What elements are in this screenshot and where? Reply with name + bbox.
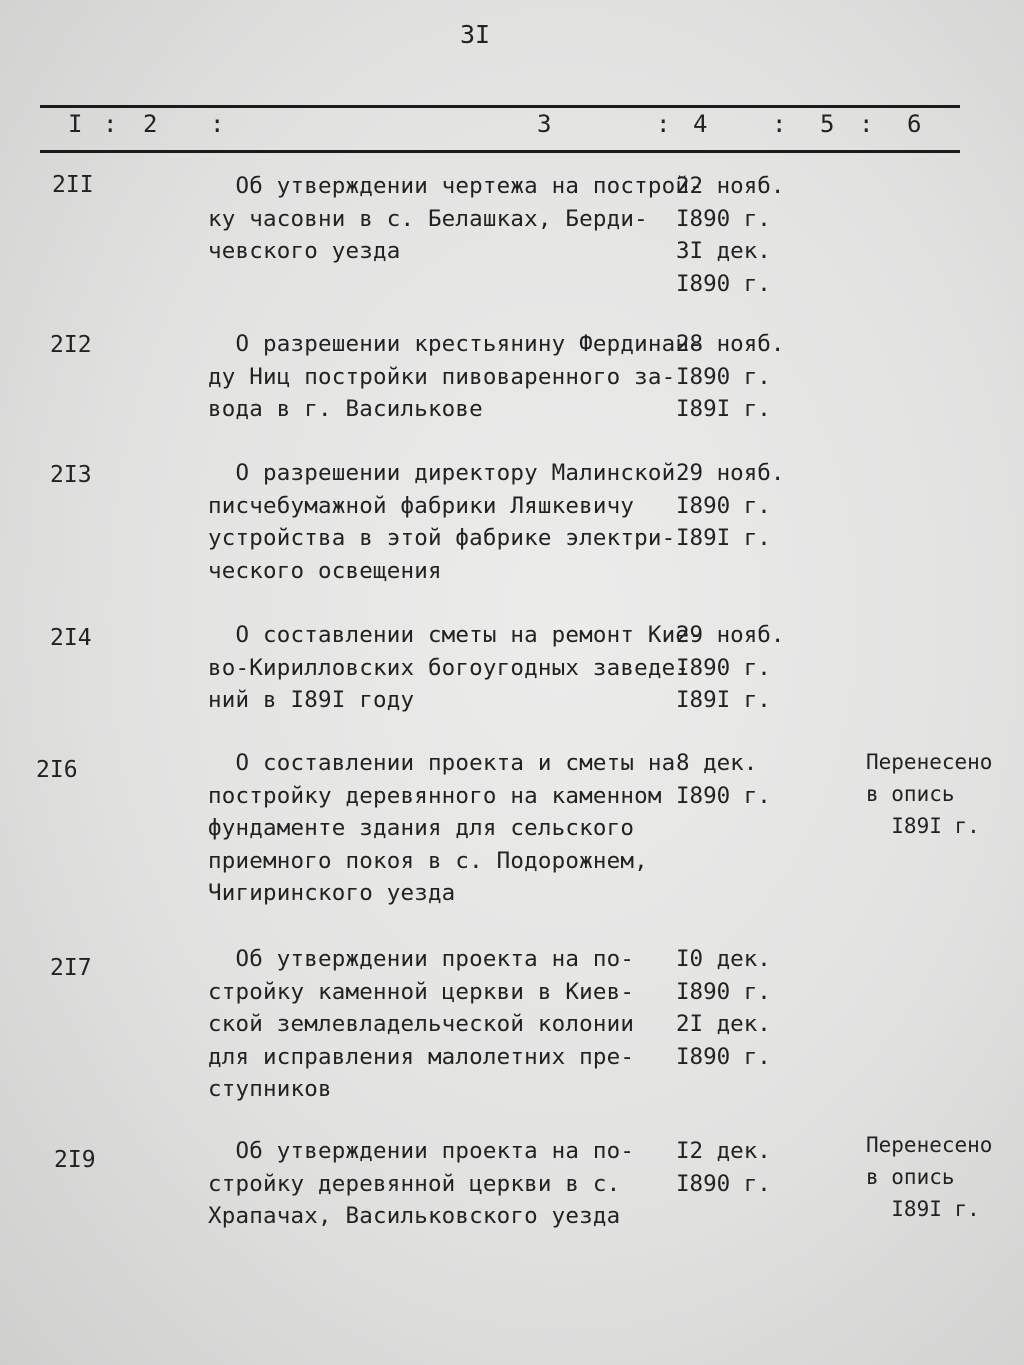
header-separator: : <box>210 110 225 138</box>
record-note: Перенесено в опись I89I г. <box>866 750 993 838</box>
record-number: 2I7 <box>50 955 92 981</box>
header-col-6: 6 <box>907 110 922 138</box>
header-top-rule <box>40 105 960 108</box>
record-dates: 29 нояб. I890 г. I89I г. <box>676 460 785 551</box>
header-col-1: I <box>68 110 83 138</box>
record-dates: I2 дек. I890 г. <box>676 1138 771 1197</box>
record-number: 2I4 <box>50 625 92 651</box>
record-title: Об утверждении проекта на по- стройку каменной церкви в Киев- ской землевладельческой колонии для исправления малолетних пре- ступников <box>208 946 635 1102</box>
record-dates: 22 нояб. I890 г. 3I дек. I890 г. <box>676 173 785 297</box>
record-title: Об утверждении проекта на по- стройку деревянной церкви в с. Храпачах, Васильковского уезда <box>208 1138 635 1229</box>
record-note: Перенесено в опись I89I г. <box>866 1133 993 1221</box>
header-separator: : <box>656 110 671 138</box>
header-bottom-rule <box>40 150 960 153</box>
header-col-2: 2 <box>143 110 158 138</box>
record-title: О составлении проекта и сметы на постройку деревянного на каменном фундаменте здания для сельского приемного покоя в с. Подорожнем, Чигиринского уезда <box>208 750 676 906</box>
record-dates: I0 дек. I890 г. 2I дек. I890 г. <box>676 946 771 1070</box>
record-dates: 8 дек. I890 г. <box>676 750 771 809</box>
record-title: Об утверждении чертежа на построй- ку часовни в с. Белашках, Берди- чевского уезда <box>208 173 703 264</box>
record-dates: 29 нояб. I890 г. I89I г. <box>676 622 785 713</box>
record-title: О разрешении директору Малинской писчебумажной фабрики Ляшкевичу устройства в этой фабрике электри- ческого освещения <box>208 460 676 584</box>
record-number: 2I2 <box>50 332 92 358</box>
header-col-3: 3 <box>537 110 552 138</box>
record-title: О составлении сметы на ремонт Кие- во-Кирилловских богоугодных заведе- ний в I89I году <box>208 622 703 713</box>
record-number: 2I6 <box>36 757 78 783</box>
record-number: 2II <box>52 172 94 198</box>
header-separator: : <box>859 110 874 138</box>
record-dates: 28 нояб. I890 г. I89I г. <box>676 331 785 422</box>
page-number: 3I <box>460 20 491 49</box>
header-separator: : <box>103 110 118 138</box>
record-number: 2I9 <box>54 1147 96 1173</box>
header-col-4: 4 <box>693 110 708 138</box>
header-col-5: 5 <box>820 110 835 138</box>
record-number: 2I3 <box>50 462 92 488</box>
record-title: О разрешении крестьянину Фердинан- ду Ниц постройки пивоваренного за- вода в г. Василькове <box>208 331 703 422</box>
header-separator: : <box>772 110 787 138</box>
